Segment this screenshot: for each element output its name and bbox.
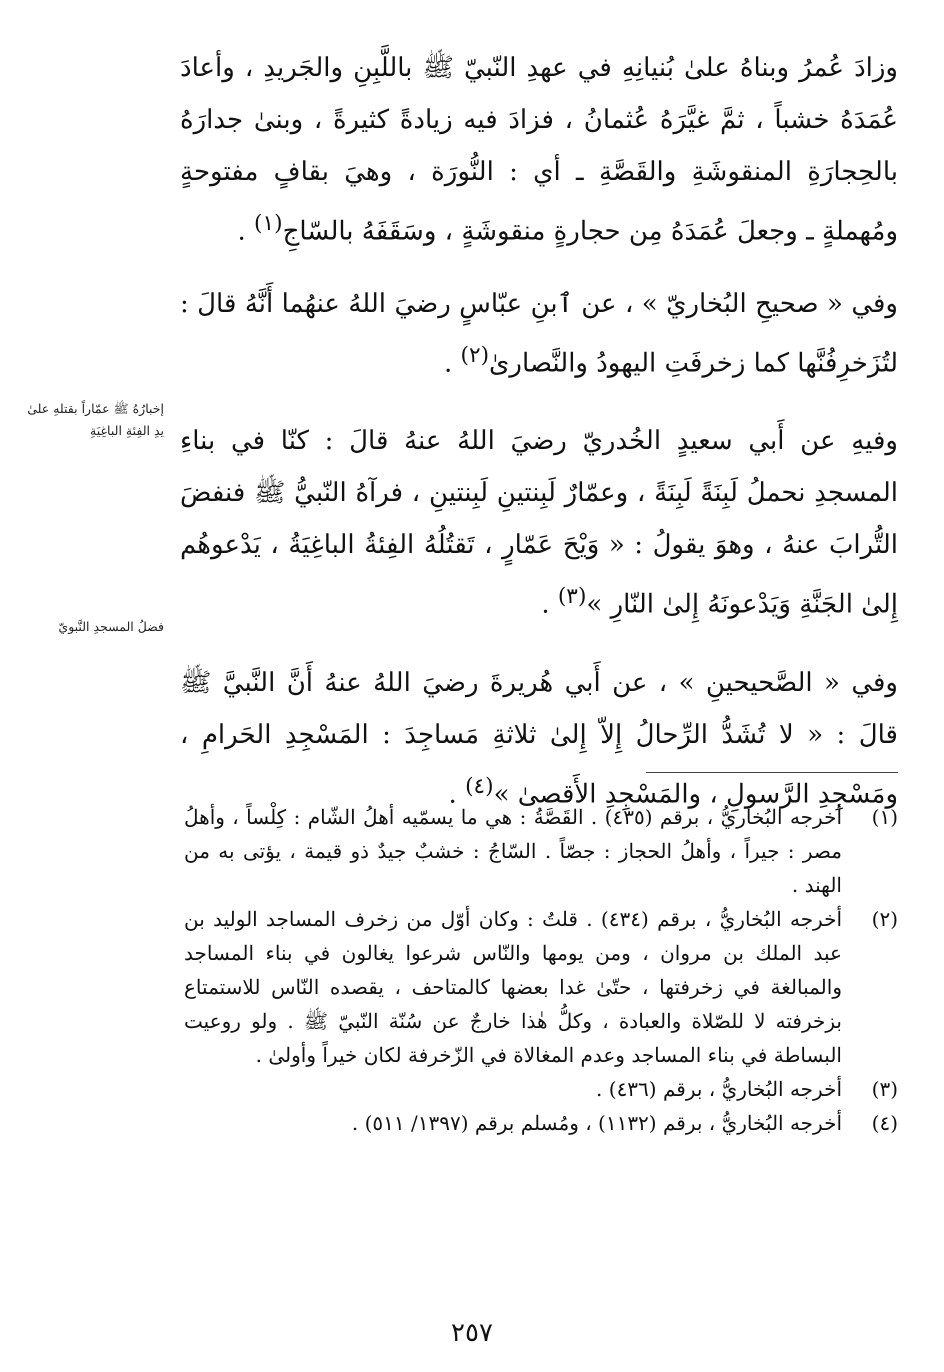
footnotes bbox=[184, 800, 898, 1140]
paragraph-3 bbox=[180, 415, 898, 631]
main-text bbox=[180, 42, 898, 839]
footnote-text: أخرجه البُخاريُّ ، برقم (٤٣٥) . القَصَّةُ : هي ما يسمّيه أهلُ الشّام : كِلْساً ، وأهلُ مصر : جيراً ، وأهلُ الحجاز : جصّاً . السّاجُ : خشبٌ جيدٌ ذو قيمة ، يؤتى به من الهند . bbox=[184, 805, 843, 897]
paragraph-1-text: وزادَ عُمرُ وبناهُ علىٰ بُنيانِهِ في عهدِ النّبيّ ﷺ باللَّبِنِ والجَريدِ ، وأعادَ عُمَدَهُ خشباً ، ثمَّ غيَّرَهُ عُثمانُ ، فزادَ فيه زيادةً كثيرةً ، وبنىٰ جدارَهُ بالحِجارَةِ المنقوشَةِ والقَصَّةِ ـ أي : النُّورَة ، وهيَ بقافٍ مفتوحةٍ ومُهملةٍ ـ وجعلَ عُمَدَهُ مِن حجارةٍ منقوشَةٍ ، وسَقَفَهُ بالسّاجِ bbox=[180, 53, 898, 247]
paragraph-4-text: وفي « الصَّحيحينِ » ، عن أَبي هُريرةَ رضيَ اللهُ عنهُ أَنَّ النَّبيَّ ﷺ قالَ : « لا تُشَدُّ الرِّحالُ إِلاّ إِلىٰ ثلاثةِ مَساجِدَ : المَسْجِدِ الحَرامِ ، ومَسْجِدِ الرَّسولِ ، والمَسْجِدِ الأَقصىٰ » bbox=[180, 667, 898, 810]
paragraph-1-end: . bbox=[237, 216, 255, 247]
footnote-ref-1[interactable]: (١) bbox=[254, 211, 283, 236]
paragraph-1 bbox=[180, 42, 898, 258]
paragraph-2-text: وفي « صحيحِ البُخاريّ » ، عن ٱبنِ عبّاسٍ رضيَ اللهُ عنهُما أَنَّهُ قالَ : لتُزَخرِفُنَّها كما زخرفَتِ اليهودُ والنَّصارىٰ bbox=[180, 288, 898, 379]
paragraph-3-text: وفيهِ عن أَبي سعيدٍ الخُدريّ رضيَ اللهُ عنهُ قالَ : كنّا في بناءِ المسجدِ نحملُ لَبِنَةً لَبِنَةً ، وعمّارٌ لَبِنتينِ لَبِنتينِ ، فرآهُ النّبيُّ ﷺ فنفضَ التُّرابَ عنهُ ، وهوَ يقولُ : « وَيْحَ عَمّارٍ ، تَقتُلُهُ الفِئةُ الباغِيَةُ ، يَدْعوهُم إِلىٰ الجَنَّةِ وَيَدْعونَهُ إِلىٰ النّارِ » bbox=[180, 426, 898, 620]
footnote-text: أخرجه البُخاريُّ ، برقم (٤٣٤) . قلتُ : وكان أوّل من زخرف المساجد الوليد بن عبد الملك بن مروان ، ومن يومها والنّاس شرعوا يغالون في بناء المساجد والمبالغة في زخرفتها ، حتّىٰ غدا بعضها كالمتاحف ، يقصده النّاس للاستمتاع بزخرفته لا للصّلاة والعبادة ، وكلُّ هٰذا خارجٌ عن سُنّة النّبيّ ﷺ . ولو روعيت البساطة في بناء المساجد وعدم المغالاة في الزّخرفة لكان خيراً وأولىٰ . bbox=[184, 907, 843, 1067]
footnote-number: (٣) bbox=[871, 1077, 898, 1101]
footnote-number: (٤) bbox=[871, 1111, 898, 1135]
footnote-text: أخرجه البُخاريُّ ، برقم (٤٣٦) . bbox=[596, 1077, 842, 1101]
footnote-2 bbox=[184, 902, 898, 1072]
margin-note-ammar: إخبارُهُ ﷺ عمّاراً بقتلهِ علىٰ يدِ الفِئةِ الباغِيَةِ bbox=[27, 401, 164, 438]
footnote-3 bbox=[184, 1072, 898, 1106]
paragraph-4 bbox=[180, 657, 898, 821]
footnote-separator bbox=[646, 772, 898, 773]
margin-note-mosque-virtue: فضلُ المسجدِ النَّبويّ bbox=[58, 619, 164, 634]
page-number: ٢٥٧ bbox=[451, 1318, 493, 1348]
footnote-4 bbox=[184, 1106, 898, 1140]
paragraph-3-end: . bbox=[541, 589, 558, 620]
footnote-number: (١) bbox=[871, 805, 898, 829]
footnote-number: (٢) bbox=[871, 907, 898, 931]
paragraph-2-end: . bbox=[443, 348, 461, 379]
footnote-ref-3[interactable]: (٣) bbox=[557, 584, 587, 610]
footnote-ref-4[interactable]: (٤) bbox=[465, 773, 494, 799]
paragraph-2 bbox=[180, 278, 898, 390]
footnote-1 bbox=[184, 800, 898, 902]
paragraph-4-end: . bbox=[448, 779, 466, 810]
footnote-text: أخرجه البُخاريُّ ، برقم (١١٣٢) ، ومُسلم برقم (١٣٩٧/ ٥١١) . bbox=[351, 1111, 842, 1135]
footnote-ref-2[interactable]: (٢) bbox=[460, 342, 490, 368]
